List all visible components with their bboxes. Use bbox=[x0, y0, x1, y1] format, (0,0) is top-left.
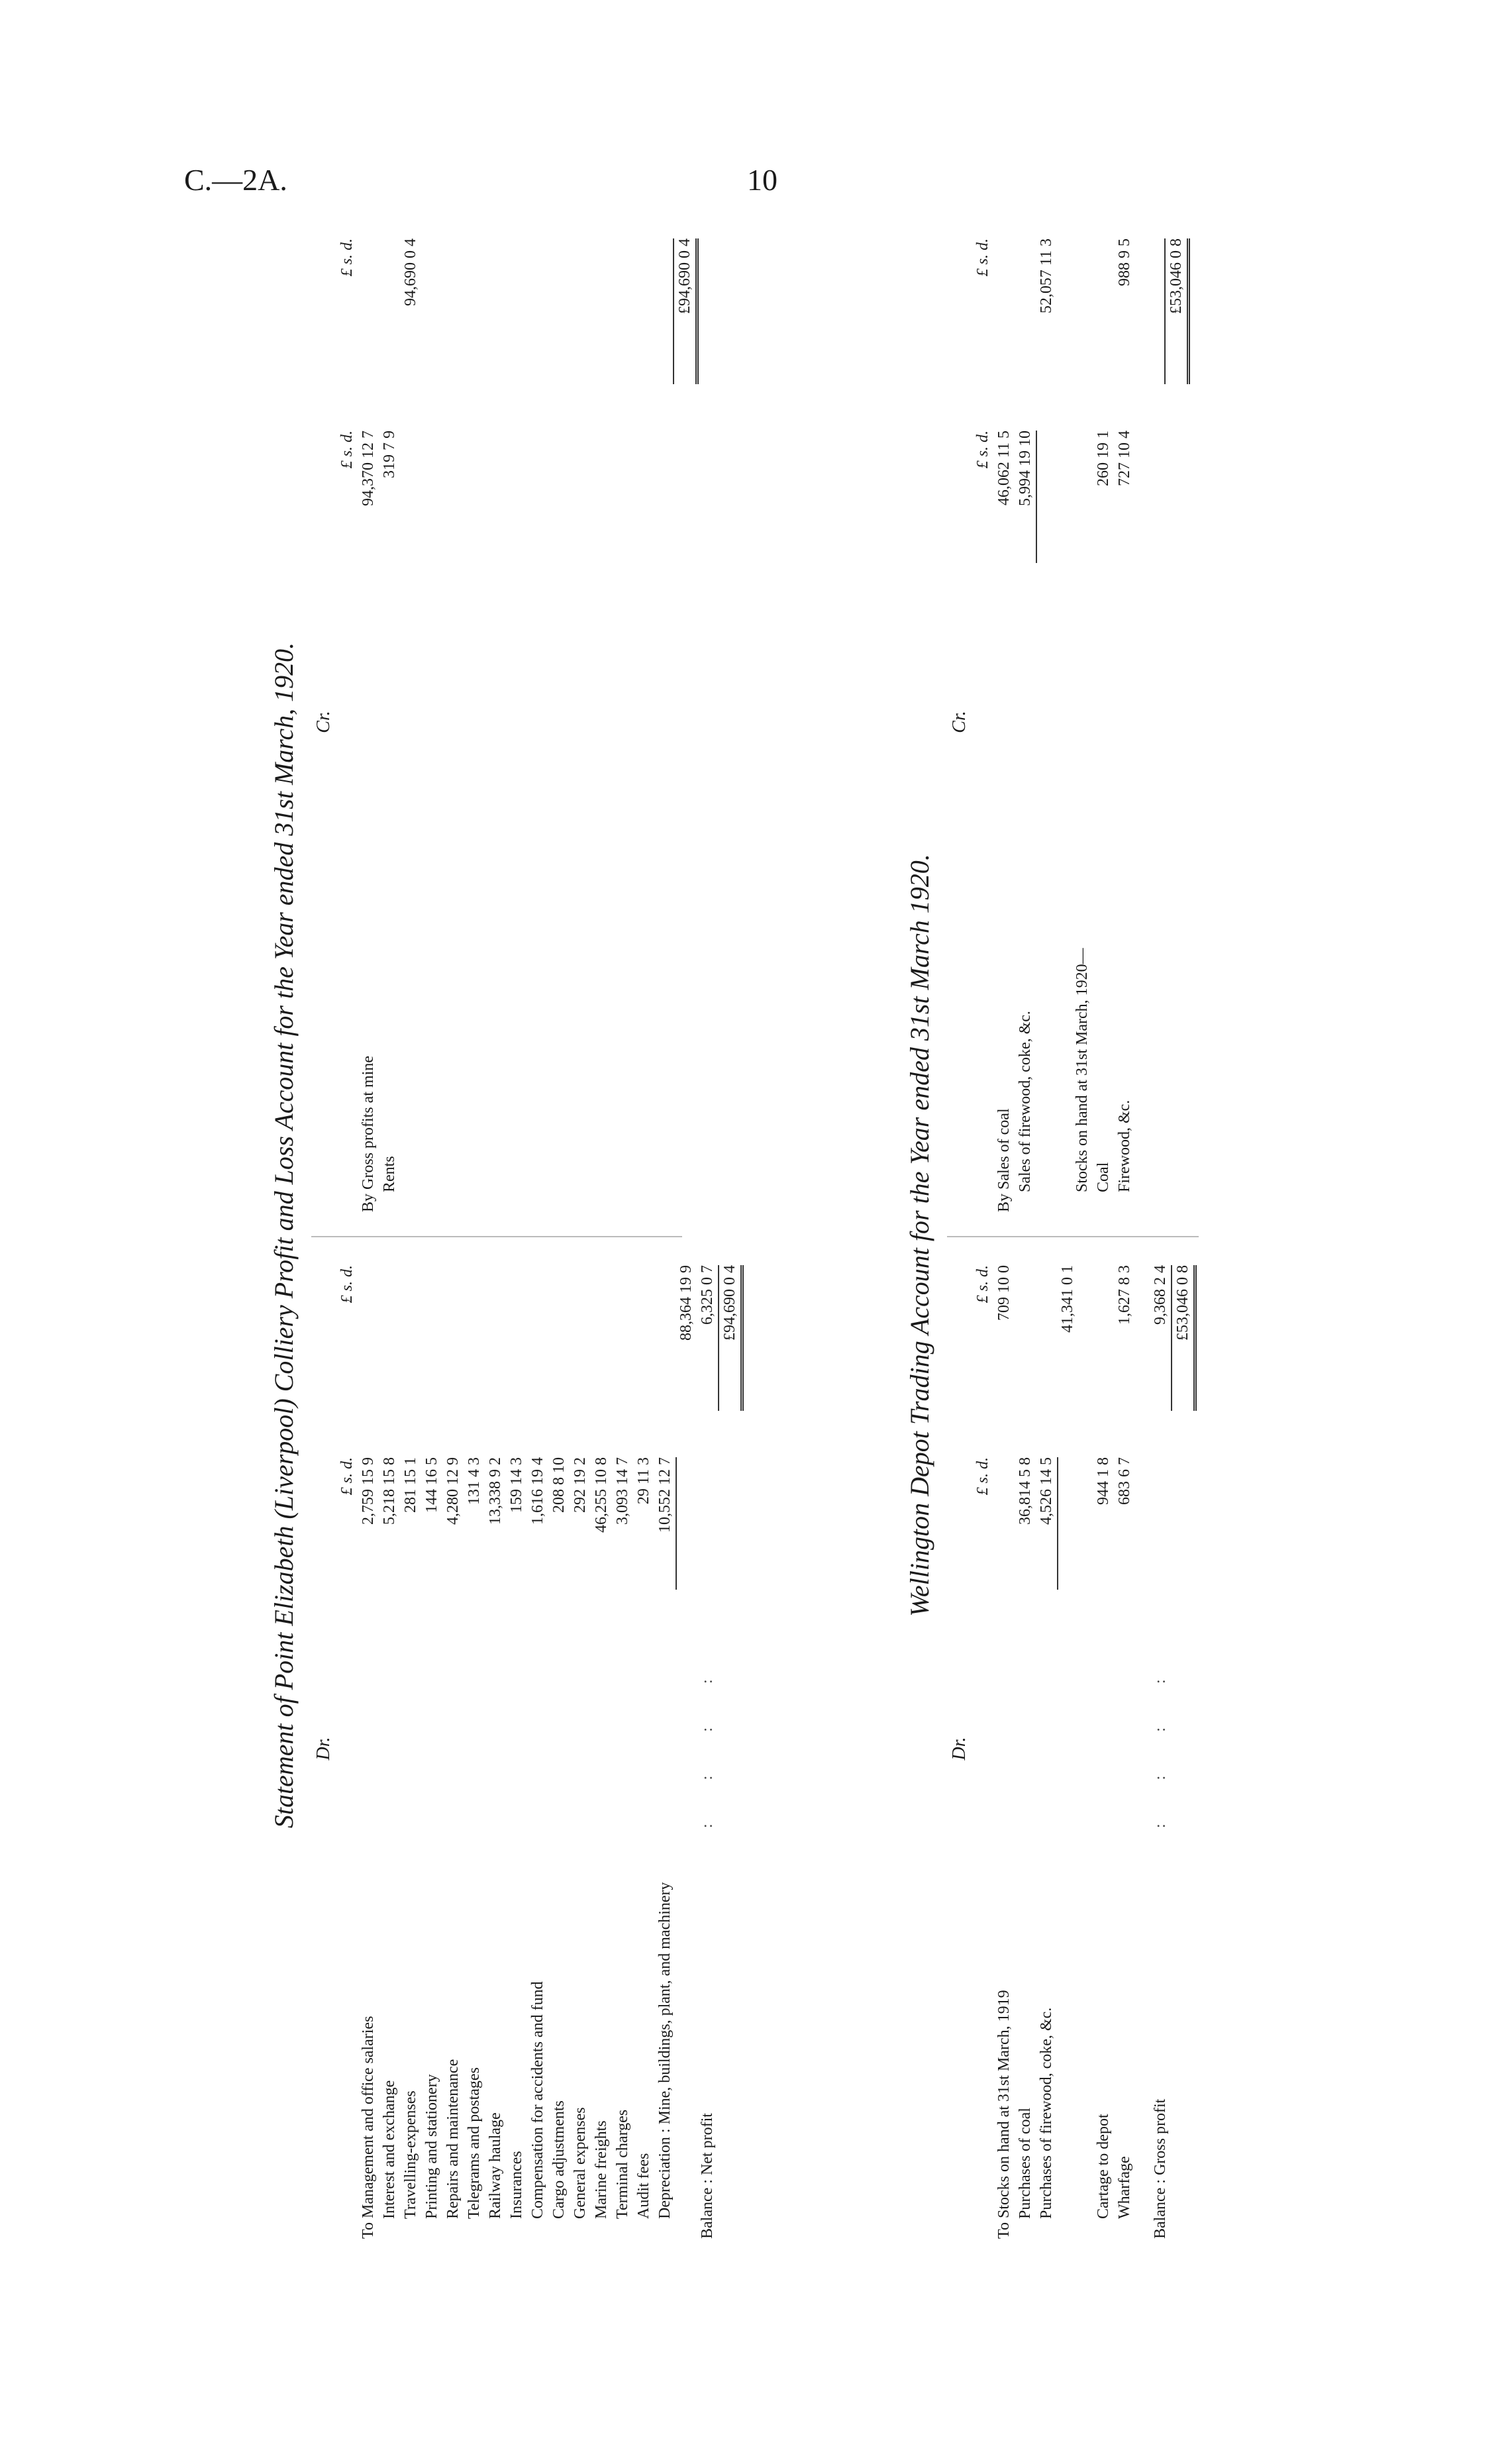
total-amount: £94,690 0 4 bbox=[673, 238, 699, 384]
row-amount: 1,616 19 4 bbox=[529, 1457, 546, 1525]
profit-loss-statement bbox=[265, 219, 738, 2252]
subtotal-row bbox=[400, 219, 421, 1225]
ledger-row bbox=[379, 219, 400, 1225]
sales-total-row bbox=[1036, 219, 1057, 1225]
ledger-row bbox=[358, 1245, 379, 2252]
subtotal: 88,364 19 9 bbox=[677, 1265, 695, 1341]
row-amount: 131 4 3 bbox=[466, 1457, 483, 1505]
row-amount: 46,062 11 5 bbox=[995, 431, 1013, 506]
units-row bbox=[336, 1245, 358, 2252]
units-label: £ s. d. bbox=[974, 431, 991, 469]
row-label: Audit fees bbox=[635, 2153, 652, 2219]
total-row bbox=[1164, 219, 1185, 1225]
row-amount: 10,552 12 7 bbox=[656, 1457, 674, 1533]
row-amount: 281 15 1 bbox=[402, 1457, 419, 1513]
ledger-row bbox=[358, 219, 379, 1225]
units-row bbox=[972, 219, 993, 1225]
stock-row bbox=[1093, 219, 1114, 1225]
subtotal-row bbox=[676, 1245, 697, 2252]
sales-row bbox=[993, 219, 1015, 1225]
charge-row bbox=[1093, 1245, 1114, 2252]
ledger-row bbox=[442, 1245, 464, 2252]
row-label: By Gross profits at mine bbox=[360, 1056, 377, 1212]
row-amount: 3,093 14 7 bbox=[614, 1457, 631, 1525]
page-code: C.—2A. bbox=[184, 163, 287, 197]
balance-amount: 6,325 0 7 bbox=[699, 1265, 716, 1325]
row-label: Depreciation : Mine, buildings, plant, and machinery bbox=[656, 1882, 674, 2219]
dr-heading: Dr. bbox=[313, 1737, 334, 1761]
row-label: Coal bbox=[1095, 1162, 1112, 1192]
total-amount: £94,690 0 4 bbox=[718, 1265, 744, 1411]
row-amount: 29 11 3 bbox=[635, 1457, 652, 1505]
ledger-row bbox=[379, 1245, 400, 2252]
row-label: Cargo adjustments bbox=[550, 2100, 568, 2219]
ledger-row bbox=[633, 1245, 654, 2252]
credit-side bbox=[947, 219, 1185, 1225]
row-amount: 144 16 5 bbox=[423, 1457, 440, 1513]
row-amount: 727 10 4 bbox=[1116, 431, 1133, 486]
sales-total: 52,057 11 3 bbox=[1038, 238, 1055, 314]
column-divider bbox=[311, 1236, 682, 1237]
units-label: £ s. d. bbox=[338, 431, 356, 469]
row-label: Purchases of coal bbox=[1017, 2108, 1034, 2219]
row-label: Marine freights bbox=[593, 2120, 610, 2219]
ledger-row bbox=[612, 1245, 633, 2252]
ledger-row bbox=[654, 1245, 676, 2252]
row-amount: 292 19 2 bbox=[572, 1457, 589, 1513]
row-label: General expenses bbox=[572, 2107, 589, 2219]
row-label: Printing and stationery bbox=[423, 2074, 440, 2219]
stocks-total: 988 9 5 bbox=[1116, 238, 1133, 286]
ledger-row bbox=[485, 1245, 506, 2252]
units-label: £ s. d. bbox=[974, 238, 991, 277]
row-amount: 260 19 1 bbox=[1095, 431, 1112, 486]
row-amount: 5,218 15 8 bbox=[381, 1457, 398, 1525]
dr-heading: Dr. bbox=[949, 1737, 970, 1761]
row-amount: 13,338 9 2 bbox=[487, 1457, 504, 1525]
sales-row bbox=[1015, 219, 1036, 1225]
ledger-row bbox=[506, 1245, 527, 2252]
total-row bbox=[718, 1245, 739, 2252]
row-amount: 2,759 15 9 bbox=[360, 1457, 377, 1525]
row-amount: 159 14 3 bbox=[508, 1457, 525, 1513]
row-label: Insurances bbox=[508, 2151, 525, 2219]
units-label: £ s. d. bbox=[974, 1457, 991, 1496]
balance-label: Balance : Gross profit bbox=[1152, 2098, 1169, 2239]
row-label: Wharfage bbox=[1116, 2156, 1133, 2219]
row-amount: 4,526 14 5 bbox=[1038, 1457, 1055, 1525]
statement-title: Statement of Point Elizabeth (Liverpool) Colliery Profit and Loss Account for the Year ended 31st March, 1920. bbox=[269, 642, 299, 1829]
cr-heading: Cr. bbox=[949, 711, 970, 733]
ledger-row bbox=[570, 1245, 591, 2252]
row-label: Stocks on hand at 31st March, 1920— bbox=[1074, 948, 1091, 1192]
opening-stock-row bbox=[993, 1245, 1015, 2252]
row-label: Sales of firewood, coke, &c. bbox=[1017, 1011, 1034, 1192]
row-amount: 5,994 19 10 bbox=[1017, 431, 1034, 506]
charges-total: 1,627 8 3 bbox=[1116, 1265, 1133, 1325]
units-label: £ s. d. bbox=[338, 238, 356, 277]
row-amount: 4,280 12 9 bbox=[444, 1457, 462, 1525]
row-label: Travelling-expenses bbox=[402, 2090, 419, 2219]
row-label: Repairs and maintenance bbox=[444, 2059, 462, 2219]
units-label: £ s. d. bbox=[338, 1265, 356, 1304]
row-amount: 944 1 8 bbox=[1095, 1457, 1112, 1505]
purchase-row bbox=[1036, 1245, 1057, 2252]
row-amount: 683 6 7 bbox=[1116, 1457, 1133, 1505]
row-label: Purchases of firewood, coke, &c. bbox=[1038, 2007, 1055, 2219]
balance-row: Balance : Gross profit : : : : 9,368 2 4 bbox=[1150, 1245, 1171, 2252]
row-label: Rents bbox=[381, 1156, 398, 1192]
balance-label: Balance : Net profit bbox=[699, 2113, 716, 2239]
purchases-total: 41,341 0 1 bbox=[1059, 1265, 1076, 1333]
row-amount: 319 7 9 bbox=[381, 431, 398, 478]
ledger-row bbox=[591, 1245, 612, 2252]
balance-row: Balance : Net profit : : : : 6,325 0 7 bbox=[697, 1245, 718, 2252]
rotated-content bbox=[265, 219, 1245, 2252]
total-amount: £53,046 0 8 bbox=[1164, 238, 1190, 384]
balance-amount: 9,368 2 4 bbox=[1152, 1265, 1169, 1325]
ledger-row bbox=[464, 1245, 485, 2252]
row-label: Telegrams and postages bbox=[466, 2067, 483, 2219]
row-label: By Sales of coal bbox=[995, 1108, 1013, 1212]
trading-account-statement bbox=[901, 219, 1191, 2252]
row-label: Firewood, &c. bbox=[1116, 1100, 1133, 1192]
ledger-row bbox=[548, 1245, 570, 2252]
purchase-row bbox=[1015, 1245, 1036, 2252]
units-row bbox=[972, 1245, 993, 2252]
units-label: £ s. d. bbox=[974, 1265, 991, 1304]
ledger-row bbox=[400, 1245, 421, 2252]
row-label: Railway haulage bbox=[487, 2112, 504, 2219]
page-number: 10 bbox=[747, 163, 777, 197]
row-label: Compensation for accidents and fund bbox=[529, 1981, 546, 2219]
row-label: Interest and exchange bbox=[381, 2080, 398, 2219]
row-amount: 208 8 10 bbox=[550, 1457, 568, 1513]
subtotal: 94,690 0 4 bbox=[402, 238, 419, 306]
row-amount: 709 10 0 bbox=[995, 1265, 1013, 1321]
credit-side bbox=[311, 219, 694, 1225]
row-label: Cartage to depot bbox=[1095, 2114, 1112, 2219]
row-amount: 36,814 5 8 bbox=[1017, 1457, 1034, 1525]
row-label: Terminal charges bbox=[614, 2109, 631, 2219]
ledger-row bbox=[527, 1245, 548, 2252]
ledger-row bbox=[421, 1245, 442, 2252]
row-amount: 94,370 12 7 bbox=[360, 431, 377, 506]
total-amount: £53,046 0 8 bbox=[1171, 1265, 1197, 1411]
cr-heading: Cr. bbox=[313, 711, 334, 733]
column-divider bbox=[947, 1236, 1199, 1237]
row-amount: 46,255 10 8 bbox=[593, 1457, 610, 1533]
total-row bbox=[1171, 1245, 1192, 2252]
purchases-total-row bbox=[1057, 1245, 1078, 2252]
units-label: £ s. d. bbox=[338, 1457, 356, 1496]
row-label: To Stocks on hand at 31st March, 1919 bbox=[995, 1990, 1013, 2239]
row-label: To Management and office salaries bbox=[360, 2016, 377, 2239]
statement-title: Wellington Depot Trading Account for the Year ended 31st March 1920. bbox=[905, 854, 934, 1617]
stock-row bbox=[1114, 219, 1135, 1225]
units-row bbox=[336, 219, 358, 1225]
charge-row bbox=[1114, 1245, 1135, 2252]
total-row bbox=[673, 219, 694, 1225]
debit-side bbox=[311, 1245, 739, 2252]
debit-side bbox=[947, 1245, 1192, 2252]
stocks-heading-row bbox=[1072, 219, 1093, 1225]
